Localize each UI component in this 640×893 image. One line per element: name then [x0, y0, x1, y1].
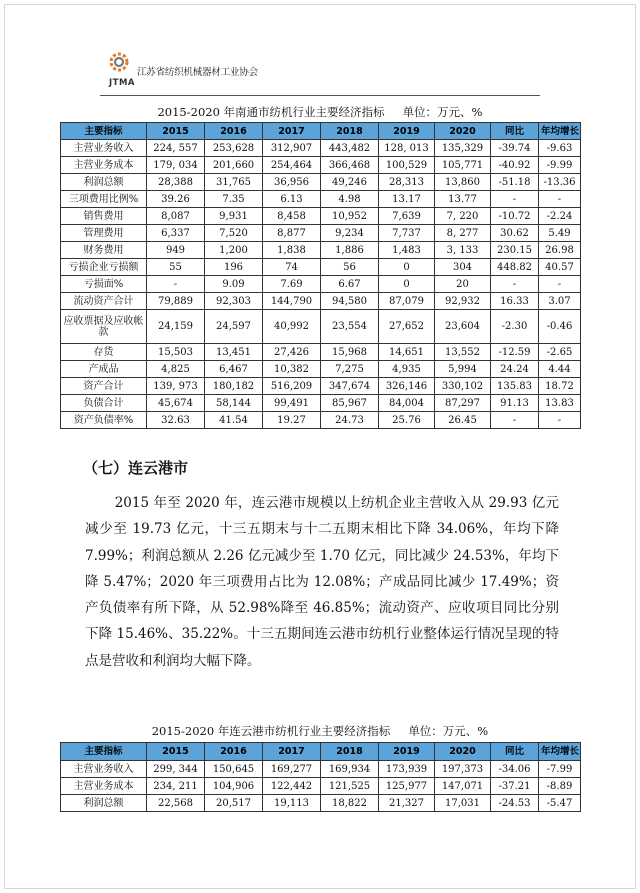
row-label: 资产负债率% — [61, 412, 147, 429]
table-cell: 32.63 — [147, 412, 205, 429]
table-cell: 312,907 — [263, 140, 321, 157]
col-header-yoy: 同比 — [491, 743, 539, 761]
table-cell: 326,146 — [379, 378, 435, 395]
table-cell: 180,182 — [205, 378, 263, 395]
col-header-yoy: 同比 — [491, 123, 539, 140]
col-header-2018: 2018 — [321, 743, 379, 761]
row-label: 管理费用 — [61, 225, 147, 242]
table-cell: 9.09 — [205, 276, 263, 293]
table-cell: 135,329 — [435, 140, 491, 157]
col-header-2020: 2020 — [435, 123, 491, 140]
table-cell: 30.62 — [491, 225, 539, 242]
table-cell: 6,337 — [147, 225, 205, 242]
table-cell: 24,159 — [147, 310, 205, 344]
table-cell: 104,906 — [205, 778, 263, 795]
col-header-2018: 2018 — [321, 123, 379, 140]
table-cell: 13.77 — [435, 191, 491, 208]
table-cell: 8, 277 — [435, 225, 491, 242]
table-cell: 121,525 — [321, 778, 379, 795]
col-header-2016: 2016 — [205, 743, 263, 761]
col-header-annual-growth: 年均增长 — [539, 123, 581, 140]
table-cell: 13,860 — [435, 174, 491, 191]
table-row — [61, 378, 581, 395]
col-header-annual-growth: 年均增长 — [539, 743, 581, 761]
table-cell: 122,442 — [263, 778, 321, 795]
table-cell: 18,822 — [321, 795, 379, 812]
col-header-indicator: 主要指标 — [61, 123, 147, 140]
table-cell: 27,426 — [263, 344, 321, 361]
nantong-table-caption — [60, 104, 580, 120]
table-cell: - — [491, 412, 539, 429]
table-cell: 9,234 — [321, 225, 379, 242]
row-label: 主营业务成本 — [61, 778, 147, 795]
table-cell: 10,382 — [263, 361, 321, 378]
lianyungang-table-unit: 单位：万元、% — [408, 724, 489, 738]
table-cell: 7,275 — [321, 361, 379, 378]
row-label: 财务费用 — [61, 242, 147, 259]
table-cell: 6.13 — [263, 191, 321, 208]
table-row — [61, 276, 581, 293]
table-cell: 94,580 — [321, 293, 379, 310]
table-cell: 304 — [435, 259, 491, 276]
nantong-stats-table — [60, 122, 581, 429]
row-label: 三项费用比例% — [61, 191, 147, 208]
table-cell: 197,373 — [435, 761, 491, 778]
table-row — [61, 191, 581, 208]
col-header-2019: 2019 — [379, 123, 435, 140]
table-cell: 1,838 — [263, 242, 321, 259]
table-cell: 3, 133 — [435, 242, 491, 259]
table-row — [61, 412, 581, 429]
table-cell: 147,071 — [435, 778, 491, 795]
table-cell: 49,246 — [321, 174, 379, 191]
row-label: 产成品 — [61, 361, 147, 378]
table-cell: 15,503 — [147, 344, 205, 361]
row-label: 应收票据及应收帐款 — [61, 310, 147, 344]
table-cell: 1,483 — [379, 242, 435, 259]
table-cell: 201,660 — [205, 157, 263, 174]
table-cell: - — [147, 276, 205, 293]
table-cell: 20,517 — [205, 795, 263, 812]
lianyungang-header-row — [61, 743, 581, 761]
table-cell: 21,327 — [379, 795, 435, 812]
table-cell: 40,992 — [263, 310, 321, 344]
table-row — [61, 361, 581, 378]
table-row — [61, 795, 581, 812]
table-cell: 58,144 — [205, 395, 263, 412]
table-cell: 19.27 — [263, 412, 321, 429]
table-cell: 150,645 — [205, 761, 263, 778]
table-cell: -34.06 — [491, 761, 539, 778]
table-row — [61, 344, 581, 361]
nantong-table-unit: 单位：万元、% — [402, 105, 483, 119]
table-cell: - — [491, 276, 539, 293]
row-label: 亏损企业亏损额 — [61, 259, 147, 276]
table-cell: 23,604 — [435, 310, 491, 344]
table-cell: -9.99 — [539, 157, 581, 174]
table-cell: 448.82 — [491, 259, 539, 276]
table-cell: 40.57 — [539, 259, 581, 276]
row-label: 主营业务成本 — [61, 157, 147, 174]
row-label: 主营业务收入 — [61, 761, 147, 778]
table-cell: -9.63 — [539, 140, 581, 157]
table-cell: 25.76 — [379, 412, 435, 429]
table-cell: 128, 013 — [379, 140, 435, 157]
table-cell: 347,674 — [321, 378, 379, 395]
table-cell: 45,674 — [147, 395, 205, 412]
table-cell: 230.15 — [491, 242, 539, 259]
table-cell: 1,886 — [321, 242, 379, 259]
table-cell: 4.44 — [539, 361, 581, 378]
table-cell: 7.69 — [263, 276, 321, 293]
table-cell: 16.33 — [491, 293, 539, 310]
table-cell: 7, 220 — [435, 208, 491, 225]
row-label: 存货 — [61, 344, 147, 361]
table-cell: 31,765 — [205, 174, 263, 191]
table-cell: 84,004 — [379, 395, 435, 412]
table-cell: 173,939 — [379, 761, 435, 778]
table-cell: - — [539, 276, 581, 293]
table-cell: 100,529 — [379, 157, 435, 174]
table-cell: 5.49 — [539, 225, 581, 242]
table-cell: 26.45 — [435, 412, 491, 429]
table-cell: 92,932 — [435, 293, 491, 310]
table-cell: 14,651 — [379, 344, 435, 361]
row-label: 亏损面% — [61, 276, 147, 293]
table-cell: 28,388 — [147, 174, 205, 191]
row-label: 资产合计 — [61, 378, 147, 395]
table-cell: 366,468 — [321, 157, 379, 174]
table-cell: 8,087 — [147, 208, 205, 225]
col-header-2017: 2017 — [263, 123, 321, 140]
table-cell: 4,935 — [379, 361, 435, 378]
col-header-2019: 2019 — [379, 743, 435, 761]
table-cell: -37.21 — [491, 778, 539, 795]
table-cell: 135.83 — [491, 378, 539, 395]
table-cell: 27,652 — [379, 310, 435, 344]
table-cell: -2.24 — [539, 208, 581, 225]
table-row — [61, 208, 581, 225]
table-cell: 4.98 — [321, 191, 379, 208]
table-row — [61, 140, 581, 157]
table-cell: 139, 973 — [147, 378, 205, 395]
table-cell: 18.72 — [539, 378, 581, 395]
col-header-2020: 2020 — [435, 743, 491, 761]
table-cell: 55 — [147, 259, 205, 276]
row-label: 利润总额 — [61, 174, 147, 191]
row-label: 主营业务收入 — [61, 140, 147, 157]
table-cell: 7.35 — [205, 191, 263, 208]
table-cell: 79,889 — [147, 293, 205, 310]
table-cell: 74 — [263, 259, 321, 276]
nantong-table-title: 2015-2020 年南通市纺机行业主要经济指标 — [157, 105, 385, 119]
table-cell: 56 — [321, 259, 379, 276]
col-header-indicator: 主要指标 — [61, 743, 147, 761]
table-row — [61, 778, 581, 795]
table-cell: 91.13 — [491, 395, 539, 412]
table-cell: 13,552 — [435, 344, 491, 361]
table-cell: 36,956 — [263, 174, 321, 191]
section-title-lianyungang: （七）连云港市 — [83, 459, 189, 477]
table-cell: -2.65 — [539, 344, 581, 361]
table-row — [61, 259, 581, 276]
nantong-header-row — [61, 123, 581, 140]
org-abbreviation: JTMA — [109, 78, 135, 88]
table-cell: 516,209 — [263, 378, 321, 395]
table-cell: -24.53 — [491, 795, 539, 812]
table-cell: 26.98 — [539, 242, 581, 259]
table-cell: 6,467 — [205, 361, 263, 378]
table-cell: -39.74 — [491, 140, 539, 157]
table-row — [61, 310, 581, 344]
table-cell: 299, 344 — [147, 761, 205, 778]
row-label: 销售费用 — [61, 208, 147, 225]
row-label: 利润总额 — [61, 795, 147, 812]
table-cell: 8,458 — [263, 208, 321, 225]
table-cell: 13.17 — [379, 191, 435, 208]
table-cell: -7.99 — [539, 761, 581, 778]
table-cell: 24.24 — [491, 361, 539, 378]
table-cell: 7,639 — [379, 208, 435, 225]
table-cell: 23,554 — [321, 310, 379, 344]
jtma-logo-icon — [107, 50, 131, 74]
table-cell: 144,790 — [263, 293, 321, 310]
col-header-2015: 2015 — [147, 123, 205, 140]
table-row — [61, 157, 581, 174]
table-cell: 3.07 — [539, 293, 581, 310]
table-cell: 85,967 — [321, 395, 379, 412]
table-cell: 8,877 — [263, 225, 321, 242]
row-label: 流动资产合计 — [61, 293, 147, 310]
table-cell: 253,628 — [205, 140, 263, 157]
table-cell: 22,568 — [147, 795, 205, 812]
table-cell: 9,931 — [205, 208, 263, 225]
table-cell: -8.89 — [539, 778, 581, 795]
table-cell: 443,482 — [321, 140, 379, 157]
table-cell: 0 — [379, 259, 435, 276]
table-cell: 92,303 — [205, 293, 263, 310]
table-cell: 330,102 — [435, 378, 491, 395]
col-header-2015: 2015 — [147, 743, 205, 761]
col-header-2016: 2016 — [205, 123, 263, 140]
table-cell: - — [539, 191, 581, 208]
table-cell: -0.46 — [539, 310, 581, 344]
table-cell: 87,079 — [379, 293, 435, 310]
table-cell: 41.54 — [205, 412, 263, 429]
table-row — [61, 293, 581, 310]
table-cell: 169,934 — [321, 761, 379, 778]
table-cell: -51.18 — [491, 174, 539, 191]
table-cell: 7,737 — [379, 225, 435, 242]
table-cell: -2.30 — [491, 310, 539, 344]
table-cell: 99,491 — [263, 395, 321, 412]
table-row — [61, 242, 581, 259]
table-cell: 234, 211 — [147, 778, 205, 795]
lianyungang-table-caption — [60, 723, 580, 739]
org-name: 江苏省纺织机械器材工业协会 — [137, 67, 258, 78]
table-cell: -10.72 — [491, 208, 539, 225]
table-cell: 125,977 — [379, 778, 435, 795]
table-cell: 6.67 — [321, 276, 379, 293]
table-cell: -40.92 — [491, 157, 539, 174]
table-cell: 10,952 — [321, 208, 379, 225]
table-cell: 949 — [147, 242, 205, 259]
table-cell: 105,771 — [435, 157, 491, 174]
table-cell: 24.73 — [321, 412, 379, 429]
table-cell: 19,113 — [263, 795, 321, 812]
table-cell: 7,520 — [205, 225, 263, 242]
table-cell: 179, 034 — [147, 157, 205, 174]
table-cell: - — [539, 412, 581, 429]
table-cell: 224, 557 — [147, 140, 205, 157]
table-cell: 17,031 — [435, 795, 491, 812]
table-cell: 196 — [205, 259, 263, 276]
table-row — [61, 395, 581, 412]
row-label: 负债合计 — [61, 395, 147, 412]
table-cell: 4,825 — [147, 361, 205, 378]
table-cell: 39.26 — [147, 191, 205, 208]
table-cell: 1,200 — [205, 242, 263, 259]
table-cell: 87,297 — [435, 395, 491, 412]
lianyungang-summary-paragraph: 2015 年至 2020 年，连云港市规模以上纺机企业主营收入从 29.93 亿元减少至 19.73 亿元，十三五期末与十二五期末相比下降 34.06%，年均下降 7.99%；利润总额从 2.26 亿元减少至 1.70 亿元，同比减少 24.53%，年均下降 5.47%；2020 年三项费用占比为 12.08%；产成品同比减少 17.49%；资产负债率有所下降，从 52.98%降至 46.85%；流动资产、应收项目同比分别下降 15.46%、35.22%。十三五期间连云港市纺机行业整体运行情况呈现的特点是营收和利润均大幅下降。 — [85, 495, 559, 669]
table-row — [61, 225, 581, 242]
table-row — [61, 174, 581, 191]
table-cell: 169,277 — [263, 761, 321, 778]
table-cell: - — [491, 191, 539, 208]
table-cell: -13.36 — [539, 174, 581, 191]
lianyungang-stats-table — [60, 742, 581, 812]
header-divider — [100, 95, 540, 96]
col-header-2017: 2017 — [263, 743, 321, 761]
table-cell: 254,464 — [263, 157, 321, 174]
table-cell: 13.83 — [539, 395, 581, 412]
table-row — [61, 761, 581, 778]
table-cell: 15,968 — [321, 344, 379, 361]
table-cell: 0 — [379, 276, 435, 293]
table-cell: 5,994 — [435, 361, 491, 378]
table-cell: -5.47 — [539, 795, 581, 812]
table-cell: 20 — [435, 276, 491, 293]
table-cell: 28,313 — [379, 174, 435, 191]
table-cell: 24,597 — [205, 310, 263, 344]
table-cell: 13,451 — [205, 344, 263, 361]
lianyungang-table-title: 2015-2020 年连云港市纺机行业主要经济指标 — [151, 724, 391, 738]
table-cell: -12.59 — [491, 344, 539, 361]
